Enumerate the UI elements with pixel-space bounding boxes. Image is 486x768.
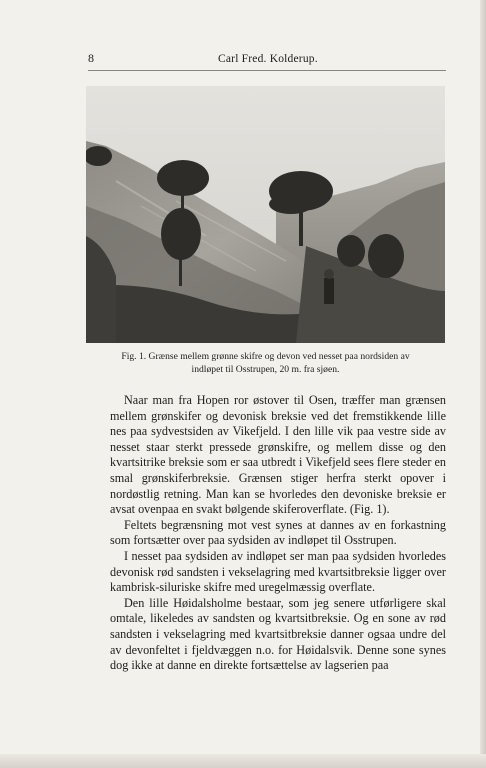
paragraph: I nesset paa sydsiden av indløpet ser man paa sydsiden hvorledes devonisk rød sandsten i vekselagring med kvartsitbreksie ligger over kambrisk-siluriske skifre med uregelmæssig overflate. xyxy=(110,548,446,595)
page-edge-right xyxy=(480,0,486,768)
landscape-photograph xyxy=(86,86,445,343)
caption-line-1: Fig. 1. Grænse mellem grønne skifre og devon ved nesset paa nordsiden av xyxy=(121,351,410,362)
header-rule xyxy=(88,70,446,71)
paragraph: Naar man fra Hopen ror østover til Osen, træffer man grænsen mellem grønskifer og devonisk breksie ved det fremstikkende lille nes paa sydvestsiden av Vikefjeld. I den lille vik paa vestre side av nesset staar sterkt pressede grønskifre, og mellem disse og den kvartsitrike breksie som er saa utbredt i Vikefjeld sees flere steder en smal grønskiferbreksie. Grænsen stiger herfra sterkt opover i nordøstlig retning. Man kan se hvorledes den devoniske breksie er avsat ovenpaa en svakt bølgende skiferoverflate. (Fig. 1). xyxy=(110,393,446,517)
figure-caption xyxy=(86,350,445,376)
page-number: 8 xyxy=(88,51,94,65)
caption-line-2: indløpet til Osstrupen, 20 m. fra sjøen. xyxy=(191,364,340,375)
paragraph: Feltets begrænsning mot vest synes at dannes av en forkastning som fortsætter over paa sydsiden av indløpet til Osstrupen. xyxy=(110,517,446,548)
running-head: Carl Fred. Kolderup. xyxy=(218,53,318,65)
body-text xyxy=(110,393,446,674)
paragraph: Den lille Høidalsholme bestaar, som jeg senere utførligere skal omtale, likeledes av sandsten og kvartsitbreksie. Og en sone av rød sandsten i vekselagring med kvartsitbreksie danner ogsaa undre del av devonfeltet i fjeldvæggen n.o. for Høidalsvik. Denne sone synes dog ikke at danne en direkte fortsættelse av lagserien paa xyxy=(110,595,446,673)
page-edge-bottom xyxy=(0,754,486,768)
